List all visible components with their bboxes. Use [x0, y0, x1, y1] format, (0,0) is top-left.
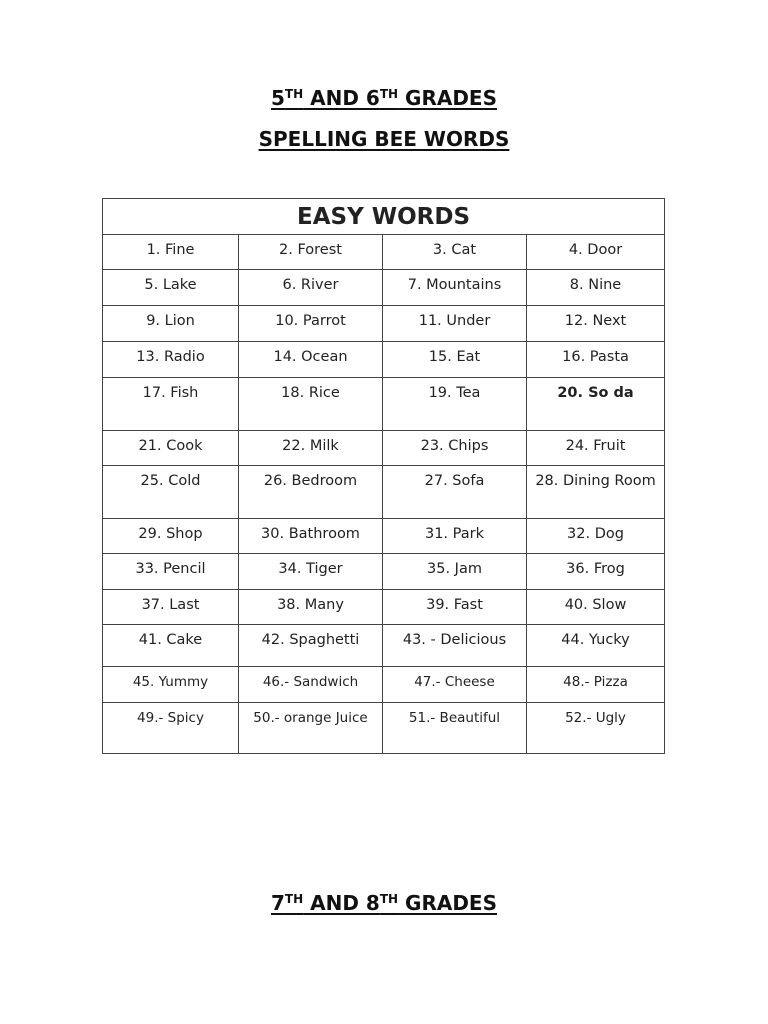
word-cell [527, 306, 665, 342]
word-label: 2. Forest [279, 242, 342, 258]
word-cell [239, 342, 383, 378]
word-cell [103, 378, 239, 431]
word-label: 51.- Beautiful [408, 710, 501, 726]
table-row [103, 667, 665, 703]
word-cell [383, 306, 527, 342]
word-cell [527, 590, 665, 625]
word-cell [383, 342, 527, 378]
word-label: 3. Cat [432, 242, 477, 258]
word-cell [383, 466, 527, 519]
word-label: 35. Jam [427, 561, 482, 577]
word-label: 29. Shop [138, 526, 203, 542]
word-label: 41. Cake [138, 632, 203, 648]
word-cell [527, 625, 665, 667]
table-row [103, 270, 665, 306]
word-label: 32. Dog [567, 526, 624, 542]
word-cell [239, 667, 383, 703]
word-cell [103, 519, 239, 554]
word-label: 10. Parrot [275, 313, 346, 329]
word-cell [383, 235, 527, 270]
word-label: 30. Bathroom [261, 526, 360, 542]
page-title: SPELLING BEE WORDS [258, 127, 510, 151]
word-label: 37. Last [141, 597, 200, 613]
word-cell [239, 466, 383, 519]
word-cell [103, 270, 239, 306]
table-row [103, 235, 665, 270]
word-cell [239, 378, 383, 431]
word-label: 40. Slow [564, 597, 627, 613]
word-cell [527, 667, 665, 703]
word-cell [383, 703, 527, 754]
table-row [103, 519, 665, 554]
word-cell [103, 431, 239, 466]
word-label: 52.- Ugly [565, 710, 626, 726]
table-row [103, 306, 665, 342]
word-label: 21. Cook [138, 438, 203, 454]
word-label: 4. Door [568, 242, 623, 258]
word-label: 7. Mountains [407, 277, 502, 293]
word-cell [383, 519, 527, 554]
word-cell [383, 554, 527, 590]
word-label: 12. Next [564, 313, 627, 329]
word-label: 24. Fruit [565, 438, 626, 454]
word-label: 8. Nine [569, 277, 622, 293]
grade-heading-5-6: 5TH AND 6TH GRADES [271, 86, 497, 110]
word-cell [527, 235, 665, 270]
word-label: 47.- Cheese [414, 674, 495, 690]
word-label: 33. Pencil [135, 561, 206, 577]
word-cell [527, 466, 665, 519]
word-label: 20. So da [557, 385, 634, 401]
word-label: 44. Yucky [561, 632, 630, 648]
grade-heading-7-8: 7TH AND 8TH GRADES [271, 891, 497, 915]
word-label: 13. Radio [136, 349, 205, 365]
table-row [103, 378, 665, 431]
word-cell [103, 466, 239, 519]
word-label: 46.- Sandwich [262, 674, 359, 690]
table-row [103, 590, 665, 625]
word-label: 14. Ocean [273, 349, 348, 365]
word-cell [527, 519, 665, 554]
word-cell [239, 703, 383, 754]
word-label: 6. River [282, 277, 339, 293]
word-cell [103, 235, 239, 270]
word-cell [103, 554, 239, 590]
word-label: 19. Tea [428, 385, 481, 401]
word-cell [527, 378, 665, 431]
word-cell [239, 625, 383, 667]
word-label: 16. Pasta [562, 349, 629, 365]
word-label: 15. Eat [428, 349, 481, 365]
word-cell [103, 342, 239, 378]
table-row [103, 431, 665, 466]
word-cell [103, 590, 239, 625]
word-cell [527, 703, 665, 754]
word-label: 22. Milk [282, 438, 339, 454]
word-cell [239, 519, 383, 554]
word-cell [239, 590, 383, 625]
word-label: 43. - Delicious [402, 632, 507, 648]
word-cell [383, 625, 527, 667]
word-cell [527, 554, 665, 590]
word-cell [527, 431, 665, 466]
word-label: 28. Dining Room [535, 473, 656, 489]
word-cell [239, 235, 383, 270]
word-label: 34. Tiger [278, 561, 343, 577]
word-label: 1. Fine [146, 242, 195, 258]
word-label: 38. Many [277, 597, 344, 613]
word-label: 5. Lake [144, 277, 197, 293]
word-cell [103, 306, 239, 342]
word-label: 31. Park [424, 526, 484, 542]
word-cell [239, 554, 383, 590]
table-row [103, 554, 665, 590]
word-label: 42. Spaghetti [261, 632, 360, 648]
table-row [103, 625, 665, 667]
table-row [103, 703, 665, 754]
word-cell [103, 625, 239, 667]
word-cell [103, 703, 239, 754]
word-label: 11. Under [418, 313, 491, 329]
word-cell [239, 270, 383, 306]
word-cell [239, 431, 383, 466]
word-cell [383, 590, 527, 625]
word-label: 50.- orange Juice [253, 710, 368, 726]
word-cell [239, 306, 383, 342]
word-cell [383, 431, 527, 466]
word-label: 18. Rice [281, 385, 340, 401]
word-label: 49.- Spicy [137, 710, 204, 726]
word-cell [527, 270, 665, 306]
word-cell [527, 342, 665, 378]
word-cell [383, 270, 527, 306]
word-label: 45. Yummy [132, 674, 209, 690]
word-cell [383, 378, 527, 431]
word-label: 23. Chips [420, 438, 489, 454]
table-title: EASY WORDS [103, 199, 665, 235]
word-label: 9. Lion [146, 313, 195, 329]
table-row [103, 466, 665, 519]
table-row [103, 342, 665, 378]
easy-words-table [102, 198, 665, 754]
word-cell [383, 667, 527, 703]
word-label: 26. Bedroom [263, 473, 358, 489]
word-label: 27. Sofa [424, 473, 485, 489]
word-label: 36. Frog [566, 561, 625, 577]
word-label: 25. Cold [140, 473, 201, 489]
word-label: 48.- Pizza [563, 674, 628, 690]
word-cell [103, 667, 239, 703]
word-label: 17. Fish [142, 385, 199, 401]
word-label: 39. Fast [426, 597, 483, 613]
